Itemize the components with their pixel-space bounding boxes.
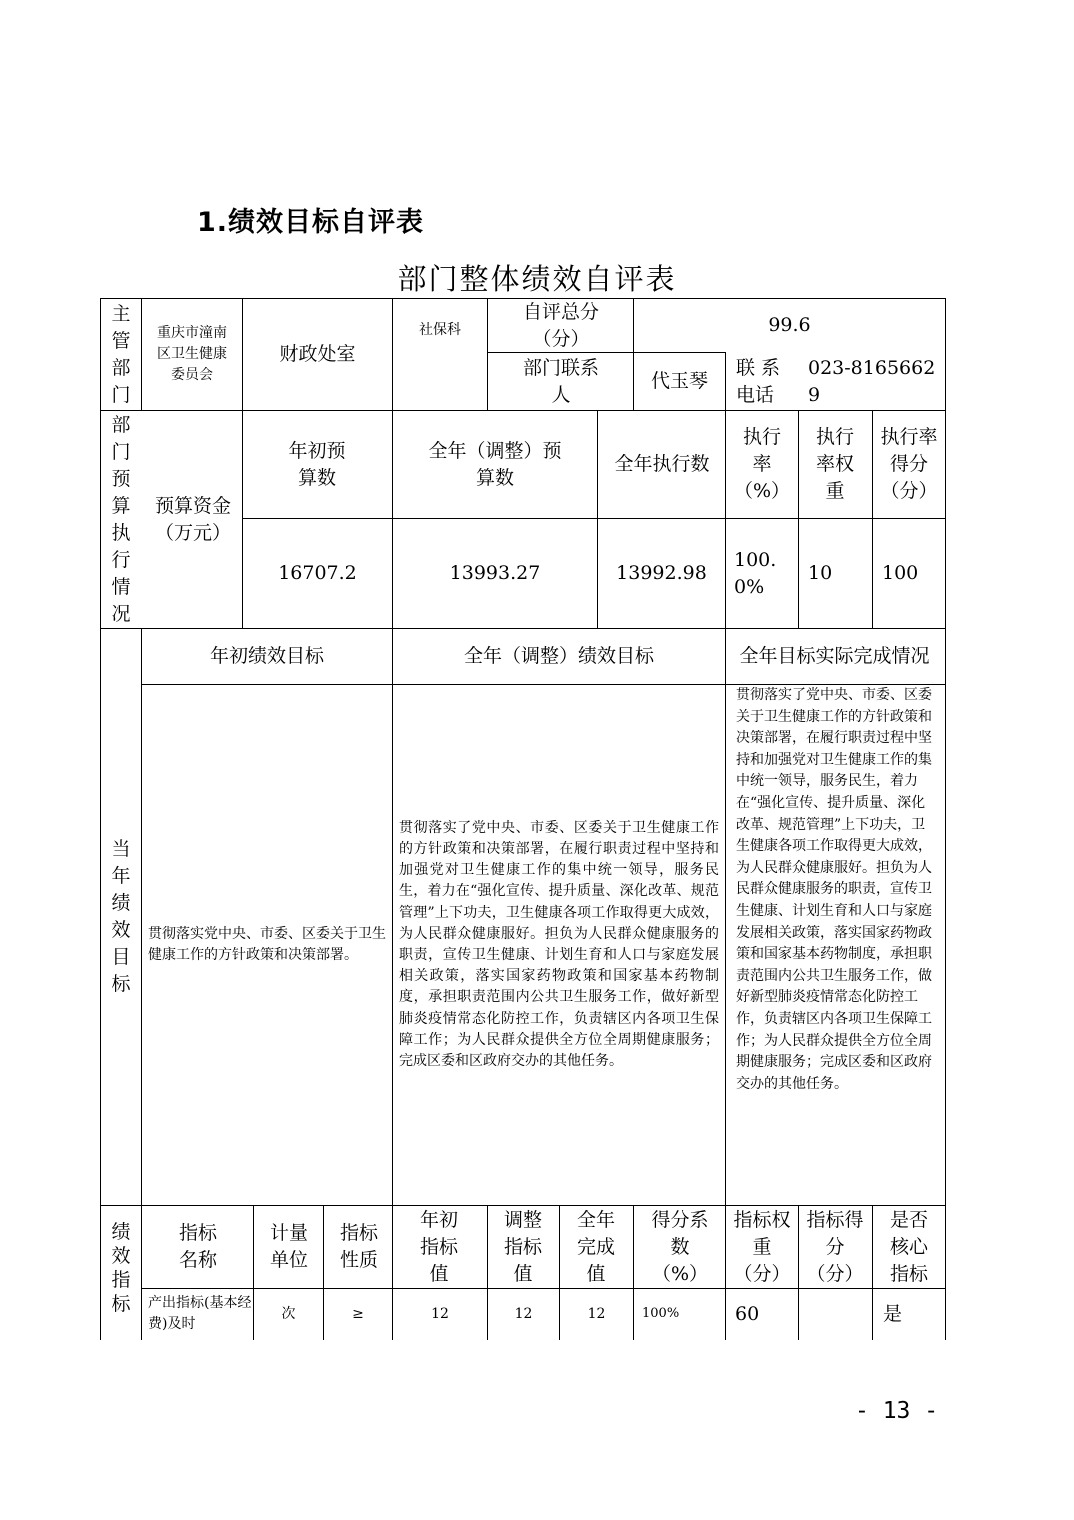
goals-header-actual: 全年目标实际完成情况 bbox=[739, 645, 930, 667]
ind-row-coefficient: 100% bbox=[642, 1306, 680, 1321]
budget-row-label: 预算资金（万元） bbox=[155, 494, 232, 544]
ind-header-score: 指标得分（分） bbox=[806, 1208, 864, 1285]
ind-header-completed: 全年完成值 bbox=[576, 1208, 615, 1285]
ind-row-completed: 12 bbox=[587, 1305, 606, 1322]
budget-value-initial: 16707.2 bbox=[278, 562, 357, 584]
ind-header-nature: 指标性质 bbox=[339, 1222, 378, 1271]
goals-header-initial: 年初绩效目标 bbox=[209, 645, 324, 667]
indicators-side-label: 绩效指标 bbox=[111, 1221, 131, 1315]
budget-col-adjusted: 全年（调整）预算数 bbox=[428, 439, 562, 489]
ind-row-adjusted: 12 bbox=[514, 1305, 533, 1322]
goals-initial-text: 贯彻落实党中央、市委、区委关于卫生健康工作的方针政策和决策部署。 bbox=[148, 925, 386, 963]
ind-header-weight: 指标权重（分） bbox=[733, 1208, 791, 1285]
score-value: 99.6 bbox=[768, 314, 811, 336]
ind-header-unit: 计量单位 bbox=[269, 1222, 308, 1271]
ind-header-core: 是否核心指标 bbox=[889, 1208, 928, 1285]
table-title: 部门整体绩效自评表 bbox=[397, 262, 677, 296]
ind-header-name: 指标名称 bbox=[178, 1222, 217, 1271]
phone-value: 023-81656629 bbox=[808, 356, 936, 406]
section-heading: 1.绩效目标自评表 bbox=[197, 207, 425, 238]
budget-value-executed: 13992.98 bbox=[616, 562, 707, 584]
goals-side-label: 当年绩效目标 bbox=[111, 838, 131, 995]
budget-col-rate: 执行率（%） bbox=[733, 426, 791, 502]
ind-row-score bbox=[808, 1289, 868, 1339]
ind-header-coefficient: 得分系数（%） bbox=[651, 1208, 709, 1285]
budget-value-rate: 100.0% bbox=[734, 548, 777, 598]
goals-actual-text: 贯彻落实了党中央、市委、区委关于卫生健康工作的方针政策和决策部署，在履行职责过程中坚持和加强党对卫生健康工作的集中统一领导，服务民生，着力在“强化宣传、提升质量、深化改革、规范管理”上下功夫，卫生健康各项工作取得更大成效，为人民群众健康服好。担负为人民群众健康服务的职责，宣传卫生健康、计划生育和人口与家庭发展相关政策，落实国家药物政策和国家基本药物制度，承担职责范围内公共卫生服务工作，做好新型肺炎疫情常态化防控工作，负责辖区内各项卫生保障工作；为人民群众提供全方位全周期健康服务；完成区委和区政府交办的其他任务。 bbox=[736, 687, 932, 1092]
ind-header-adjusted: 调整指标值 bbox=[503, 1208, 542, 1285]
dept-name: 重庆市潼南区卫生健康委员会 bbox=[157, 325, 227, 383]
phone-label: 联 系电话 bbox=[736, 356, 781, 406]
contact-name: 代玉琴 bbox=[650, 370, 708, 392]
score-label: 自评总分（分） bbox=[522, 300, 599, 350]
goals-adjusted-text: 贯彻落实了党中央、市委、区委关于卫生健康工作的方针政策和决策部署，在履行职责过程中坚持和加强党对卫生健康工作的集中统一领导，服务民生，着力在“强化宣传、提升质量、深化改革、规范管理”上下功夫，卫生健康各项工作取得更大成效，为人民群众健康服好。担负为人民群众健康服务的职责，宣传卫生健康、计划生育和人口与家庭发展相关政策，落实国家药物政策和国家基本药物制度，承担职责范围内公共卫生服务工作，做好新型肺炎疫情常态化防控工作，负责辖区内各项卫生保障工作；为人民群众提供全方位全周期健康服务；完成区委和区政府交办的其他任务。 bbox=[399, 819, 719, 1070]
goals-header-adjusted: 全年（调整）绩效目标 bbox=[463, 645, 654, 667]
ind-row-unit: 次 bbox=[281, 1305, 296, 1322]
budget-col-score: 执行率得分（分） bbox=[880, 426, 938, 502]
section-name: 社保科 bbox=[419, 322, 461, 338]
budget-col-weight: 执行率权重 bbox=[815, 426, 854, 502]
ind-row-weight: 60 bbox=[735, 1302, 760, 1325]
office-label: 财政处室 bbox=[279, 343, 356, 365]
ind-header-initial: 年初指标值 bbox=[419, 1208, 458, 1285]
ind-row-name: 产出指标(基本经费)及时 bbox=[148, 1295, 252, 1332]
budget-value-weight: 10 bbox=[808, 562, 833, 584]
ind-row-nature: ≥ bbox=[352, 1305, 364, 1322]
budget-col-executed: 全年执行数 bbox=[614, 453, 710, 475]
budget-side-label: 部门预算执行情况 bbox=[111, 413, 131, 625]
ind-row-initial: 12 bbox=[431, 1305, 449, 1322]
ind-row-core: 是 bbox=[883, 1302, 903, 1325]
budget-value-score: 100 bbox=[882, 562, 919, 584]
dept-label: 主管部门 bbox=[111, 302, 131, 406]
budget-col-initial: 年初预算数 bbox=[288, 439, 346, 489]
budget-value-adjusted: 13993.27 bbox=[449, 562, 541, 584]
contact-label: 部门联系人 bbox=[523, 356, 600, 406]
page-number: - 13 - bbox=[855, 1398, 939, 1424]
